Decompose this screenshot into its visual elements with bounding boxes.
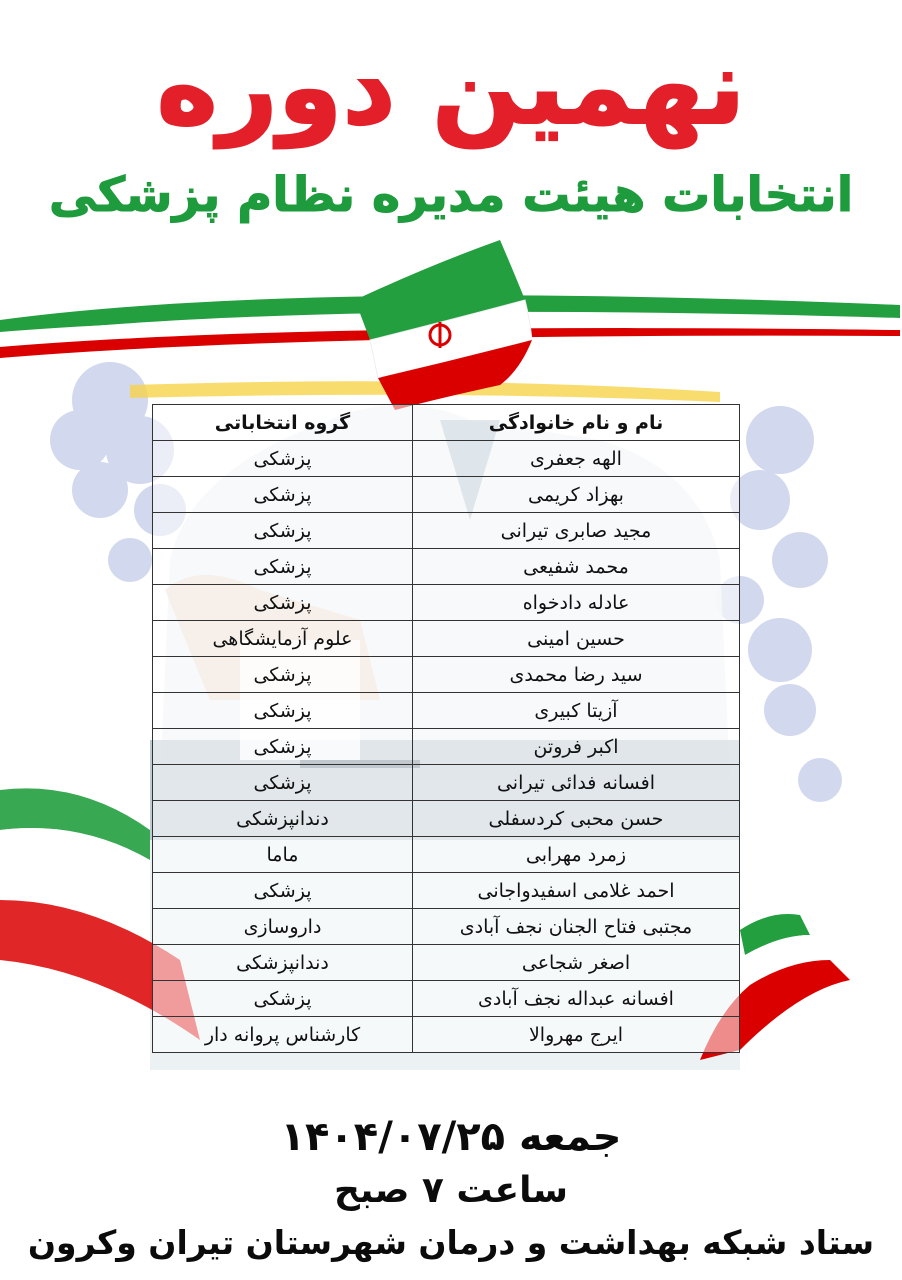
table-row [153, 909, 740, 945]
candidate-name: افسانه فدائی تیرانی [412, 765, 739, 801]
candidate-name: اصغر شجاعی [412, 945, 739, 981]
candidate-name: بهزاد کریمی [412, 477, 739, 513]
candidate-group: پزشکی [153, 981, 413, 1017]
election-date: جمعه ۱۴۰۴/۰۷/۲۵ [280, 1114, 622, 1160]
candidate-group: پزشکی [153, 765, 413, 801]
candidate-name: آزیتا کبیری [412, 693, 739, 729]
candidate-group: پزشکی [153, 873, 413, 909]
candidate-name: عادله دادخواه [412, 585, 739, 621]
candidate-group: ماما [153, 837, 413, 873]
candidate-group: پزشکی [153, 657, 413, 693]
candidate-group: پزشکی [153, 549, 413, 585]
election-venue: ستاد شبکه بهداشت و درمان شهرستان تیران وکرون [27, 1223, 875, 1262]
candidate-name: الهه جعفری [412, 441, 739, 477]
candidate-group: پزشکی [153, 693, 413, 729]
poster-subtitle: انتخابات هیئت مدیره نظام پزشکی [48, 167, 854, 223]
candidate-name: مجید صابری تیرانی [412, 513, 739, 549]
table-row [153, 585, 740, 621]
table-row [153, 981, 740, 1017]
candidate-group: پزشکی [153, 585, 413, 621]
candidate-name: مجتبی فتاح الجنان نجف آبادی [412, 909, 739, 945]
candidate-group: پزشکی [153, 513, 413, 549]
election-time: ساعت ۷ صبح [333, 1170, 569, 1211]
candidate-group: داروسازی [153, 909, 413, 945]
candidate-name: حسن محبی کردسفلی [412, 801, 739, 837]
candidate-name: زمرد مهرابی [412, 837, 739, 873]
candidate-table [152, 404, 740, 1053]
table-row [153, 549, 740, 585]
poster-title: نهمین دوره [156, 26, 746, 148]
table-row [153, 513, 740, 549]
table-row [153, 441, 740, 477]
candidate-name: احمد غلامی اسفیدواجانی [412, 873, 739, 909]
candidate-name: محمد شفیعی [412, 549, 739, 585]
table-row [153, 765, 740, 801]
table-header-row [153, 405, 740, 441]
candidate-group: پزشکی [153, 729, 413, 765]
candidate-group: علوم آزمایشگاهی [153, 621, 413, 657]
table-row [153, 657, 740, 693]
header-group: گروه انتخاباتی [153, 405, 413, 441]
table-row [153, 945, 740, 981]
table-row [153, 729, 740, 765]
candidate-group: دندانپزشکی [153, 801, 413, 837]
table-row [153, 837, 740, 873]
candidate-group: پزشکی [153, 477, 413, 513]
table-row [153, 477, 740, 513]
table-row [153, 693, 740, 729]
candidate-group: پزشکی [153, 441, 413, 477]
candidate-name: سید رضا محمدی [412, 657, 739, 693]
candidate-group: دندانپزشکی [153, 945, 413, 981]
candidate-name: اکبر فروتن [412, 729, 739, 765]
table-row [153, 621, 740, 657]
header-name: نام و نام خانوادگی [412, 405, 739, 441]
table-row [153, 801, 740, 837]
table-row [153, 1017, 740, 1053]
candidate-name: حسین امینی [412, 621, 739, 657]
candidate-group: کارشناس پروانه دار [153, 1017, 413, 1053]
candidate-name: ایرج مهروالا [412, 1017, 739, 1053]
candidate-name: افسانه عبداله نجف آبادی [412, 981, 739, 1017]
table-row [153, 873, 740, 909]
